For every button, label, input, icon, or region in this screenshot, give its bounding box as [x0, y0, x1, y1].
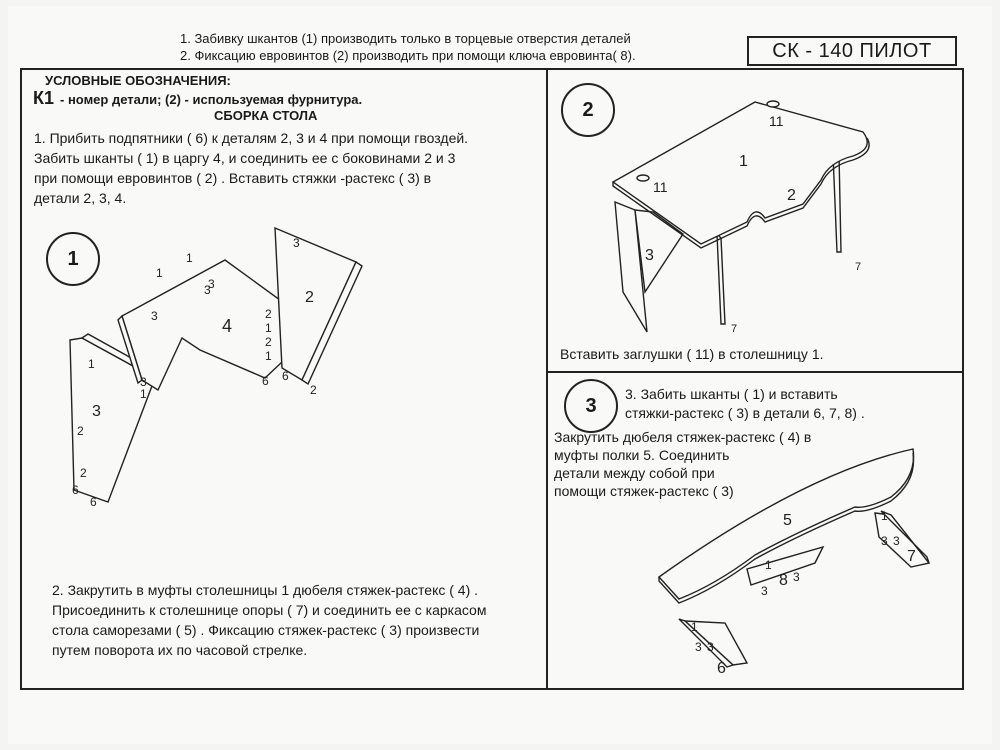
shelf-assembly-diagram [655, 445, 940, 685]
label-3: 3 [204, 283, 211, 297]
label-1: 1 [765, 558, 772, 572]
step1-line: детали 2, 3, 4. [34, 190, 127, 206]
label-1: 1 [88, 357, 95, 371]
step3-line: помощи стяжек-растекс ( 3) [554, 483, 734, 499]
label-7: 7 [731, 323, 738, 335]
step3-line: 3. Забить шканты ( 1) и вставить [625, 386, 838, 402]
label-6: 2 [310, 383, 317, 397]
legend-title: УСЛОВНЫЕ ОБОЗНАЧЕНИЯ: [45, 73, 231, 88]
step3-number: 3 [564, 379, 618, 433]
label-6: 6 [90, 495, 97, 509]
label-part-3: 3 [645, 247, 654, 264]
label-3: 3 [893, 534, 900, 548]
step1-line: при помощи евровинтов ( 2) . Вставить стяжки -растекс ( 3) в [34, 170, 432, 186]
step2-line: Присоединить к столешнице опоры ( 7) и соединить ее с каркасом [52, 602, 487, 618]
label-3: 3 [151, 309, 158, 323]
step1-line: Забить шканты ( 1) в царгу 4, и соединить ее с боковинами 2 и 3 [34, 150, 456, 166]
label-11: 11 [653, 179, 668, 195]
label-part-6: 6 [717, 660, 726, 677]
step3-line: муфты полки 5. Соединить [554, 447, 730, 463]
step2-line: путем поворота их по часовой стрелке. [52, 642, 308, 658]
step1-text [34, 128, 544, 208]
step2-number: 2 [561, 83, 615, 137]
label-part-4: 4 [222, 316, 233, 336]
horizontal-divider [548, 371, 964, 373]
header-note-1: 1. Забивку шкантов (1) производить только в торцевые отверстия деталей [180, 31, 631, 46]
label-3: 3 [140, 375, 147, 389]
model-title: СК - 140 ПИЛОТ [747, 36, 957, 66]
label-3: 3 [208, 277, 215, 291]
label-7: 7 [855, 261, 862, 273]
label-1: 1 [265, 321, 272, 335]
diagram2-caption: Вставить заглушки ( 11) в столешницу 1. [560, 346, 824, 362]
label-1: 1 [140, 387, 147, 401]
label-6: 6 [72, 483, 79, 497]
label-6: 6 [282, 369, 289, 383]
label-part-5: 5 [783, 512, 792, 529]
label-part-7: 7 [907, 548, 916, 565]
label-6: 6 [262, 374, 269, 388]
step2-line: стола саморезами ( 5) . Фиксацию стяжек-растекс ( 3) произвести [52, 622, 480, 638]
label-3: 3 [881, 534, 888, 548]
header-note-2: 2. Фиксацию евровинтов (2) производить при помощи ключа евровинта( 8). [180, 48, 636, 63]
label-3: 3 [761, 584, 768, 598]
label-2: 2 [77, 424, 84, 438]
step2-line: 2. Закрутить в муфты столешницы 1 дюбеля стяжек-растекс ( 4) . [52, 582, 479, 598]
label-3: 3 [707, 640, 714, 654]
label-1: 1 [186, 251, 193, 265]
label-part-3: 3 [92, 403, 101, 420]
legend-text: - номер детали; (2) - используемая фурнитура. [60, 92, 363, 107]
assembly-title: СБОРКА СТОЛА [214, 108, 318, 123]
label-11: 11 [769, 113, 784, 129]
label-part-2: 2 [305, 289, 314, 306]
step3-line: детали между собой при [554, 465, 715, 481]
step3-line: стяжки-растекс ( 3) в детали 6, 7, 8) . [625, 405, 865, 421]
step1-number: 1 [46, 232, 100, 286]
frame-assembly-diagram [60, 220, 380, 520]
label-1: 1 [881, 509, 888, 523]
legend-key: К1 [33, 88, 54, 108]
label-2: 2 [265, 335, 272, 349]
step3-line: Закрутить дюбеля стяжек-растекс ( 4) в [554, 429, 812, 445]
label-part-8: 8 [779, 572, 788, 589]
desk-top-diagram [605, 92, 905, 342]
legend-line [33, 88, 362, 109]
step1-line: 1. Прибить подпятники ( 6) к деталям 2, 3 и 4 при помощи гвоздей. [34, 130, 469, 146]
label-1: 1 [156, 266, 163, 280]
label-3: 3 [793, 570, 800, 584]
step2-text [52, 580, 547, 660]
label-part-1: 1 [739, 153, 748, 170]
label-3: 3 [293, 236, 300, 250]
label-part-2: 2 [787, 187, 796, 204]
header-notes [180, 30, 636, 64]
step3-text-a [625, 385, 865, 423]
label-3: 3 [695, 640, 702, 654]
label-1: 1 [691, 620, 698, 634]
label-2: 2 [265, 307, 272, 321]
label-2: 2 [80, 466, 87, 480]
label-1: 1 [265, 349, 272, 363]
